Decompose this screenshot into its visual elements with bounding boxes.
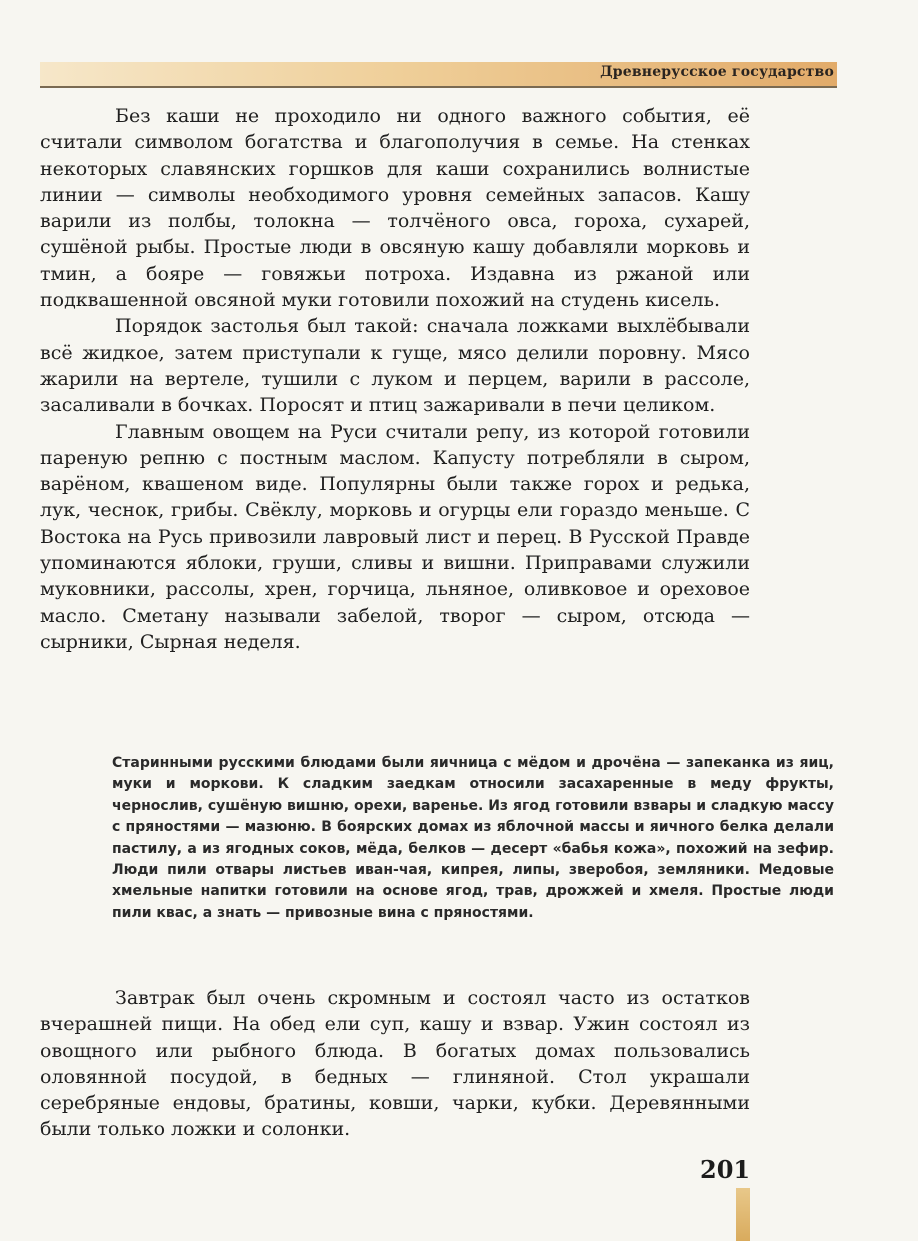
page-number: 201	[700, 1155, 751, 1184]
header-rule	[40, 86, 837, 88]
callout-box	[112, 753, 834, 924]
paragraph-porridge: Без каши не проходило ни одного важного события, её считали символом богатства и благополучия в семье. На стенках некоторых славянских горшков для каши сохранились волнистые линии — символы необходимого уровня семейных запасов. Кашу варили из полбы, толокна — толчёного овса, гороха, сухарей, сушёной рыбы. Простые люди в овсяную кашу добавляли морковь и тмин, а бояре — говяжьи потроха. Издавна из ржаной или подквашенной овсяной муки готовили похожий на студень кисель.	[40, 105, 750, 312]
main-text-top	[40, 103, 750, 655]
paragraph-vegetables: Главным овощем на Руси считали репу, из которой готовили пареную репню с постным маслом. Капусту потребляли в сыром, варёном, квашеном виде. Популярны были также горох и редька, лук, чеснок, грибы. Свёклу, морковь и огурцы ели гораздо меньше. С Востока на Русь привозили лавровый лист и перец. В Русской Правде упоминаются яблоки, груши, сливы и вишни. Приправами служили муковники, рассолы, хрен, горчица, льняное, оливковое и ореховое масло. Сметану называли забелой, творог — сыром, отсюда — сырники, Сырная неделя.	[40, 420, 750, 653]
callout-text: Старинными русскими блюдами были яичница с мёдом и дрочёна — запеканка из яиц, муки и моркови. К сладким заедкам относили засахаренные в меду фрукты, чернослив, сушёную вишню, орехи, варенье. Из ягод готовили взвары и сладкую массу с пряностями — мазюню. В боярских домах из яблочной массы и яичного белка делали пастилу, а из ягодных соков, мёда, белков — десерт «бабья кожа», похожий на зефир. Люди пили отвары листьев иван-чая, кипрея, липы, зверобоя, земляники. Медовые хмельные напитки готовили на основе ягод, трав, дрожжей и хмеля. Простые люди пили квас, а знать — привозные вина с пряностями.	[112, 755, 834, 921]
paragraph-feast-order: Порядок застолья был такой: сначала ложками выхлёбывали всё жидкое, затем приступали к гуще, мясо делили поровну. Мясо жарили на вертеле, тушили с луком и перцем, варили в рассоле, засаливали в бочках. Поросят и птиц зажаривали в печи целиком.	[40, 315, 750, 417]
edge-strip	[736, 1188, 750, 1241]
paragraph-meals: Завтрак был очень скромным и состоял часто из остатков вчерашней пищи. На обед ели суп, кашу и взвар. Ужин состоял из овощного или рыбного блюда. В богатых домах пользовались оловянной посудой, в бедных — глиняной. Стол украшали серебряные ендовы, братины, ковши, чарки, кубки. Деревянными были только ложки и солонки.	[40, 987, 750, 1141]
main-text-bottom	[40, 985, 750, 1143]
running-header-title: Древнерусское государство	[600, 64, 834, 80]
